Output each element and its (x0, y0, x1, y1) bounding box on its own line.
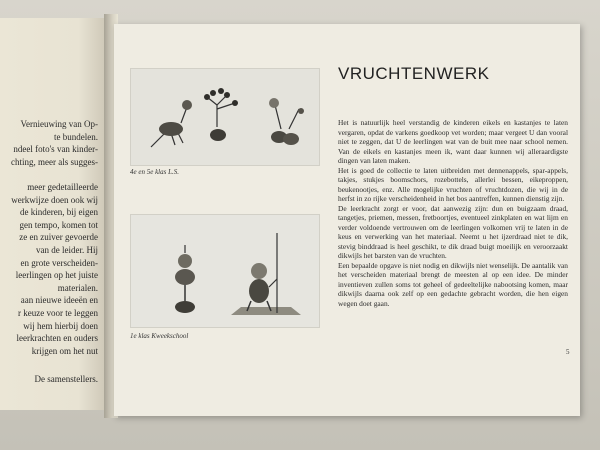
article-body (338, 118, 568, 308)
paragraph: Een bepaalde opgave is niet nodig en dikwijls niet wenselijk. De aantalik van het verscheiden materiaal brengt de meesten al op een idee. De minder inventieven zullen soms tot geheel of gedeeltelijke nabootsing komen, maar dikwijls daarna ook zelf op een gedachte gebracht worden, die hen eigen wegen doet gaan. (338, 260, 568, 308)
left-line: werkwijze doen ook wij (11, 194, 98, 205)
left-line: Vernieuwing van Op- (20, 119, 98, 129)
photo-fruit-figures-top (130, 68, 320, 166)
paragraph: Het is natuurlijk heel verstandig de kinderen eikels en kastanjes te laten vergaren, opdat de varkens goedkoop vet worden; maar vergeet U dan vooral niet te zeggen, dat U de leerlingen wat van de buit mee naar school nemen. Van de eikels en kastanjes meen ik, want daar kunnen wij alleraardigste dingen van laten maken. (338, 118, 568, 165)
left-line: de kinderen, bij eigen (20, 207, 98, 218)
signature: De samenstellers. (34, 374, 98, 384)
page-number: 5 (566, 348, 570, 356)
left-line: chting, meer als sugges- (11, 156, 98, 167)
left-line: materialen. (57, 282, 98, 293)
photo-fruit-figures-bottom (130, 214, 320, 328)
left-line: wij hem hierbij doen (23, 320, 98, 331)
photo-bottom-illustration (131, 215, 319, 327)
left-line: en grote verscheiden- (20, 257, 98, 268)
paragraph: De leerkracht zorgt er voor, dat aanwezig zijn: dun en buigzaam draad, tangetjes, priemen, messen, fretboortjes, eventueel zinkplaten en wat lijm en verder voldoende vertrouwen om de leerlingen volkomen vrij te laten in de keus en verwerking van het materiaal. Neemt u het ijzerdraad niet te dik, stevig binddraad is heel geschikt, te dik draad buigt moeilijk en veroorzaakt dikwijls het barsten van de vruchten. (338, 203, 568, 260)
left-line: ze en zuiver gevoerde (19, 232, 98, 243)
left-line: leerlingen op het juiste (15, 270, 98, 281)
left-line: ndeel foto's van kinder- (13, 144, 98, 155)
left-line: leerkrachten en ouders (16, 333, 98, 344)
left-line: meer gedetailleerde (27, 181, 98, 192)
photo-caption-top: 4e en 5e klas L.S. (130, 168, 179, 176)
left-line: van de leider. Hij (36, 244, 98, 255)
left-line (0, 168, 98, 181)
page-title: VRUCHTENWERK (338, 64, 490, 83)
left-line: gen tempo, komen tot (19, 219, 98, 230)
left-line: te bundelen. (54, 131, 98, 142)
photo-caption-bottom: 1e klas Kweekschool (130, 332, 189, 340)
left-line: aan nieuwe ideeën en (20, 295, 98, 306)
photo-top-illustration (131, 69, 319, 165)
paragraph: Het is goed de collectie te laten uitbreiden met dennenappels, spar-appels, takjes, stukjes boomschors, rozebottels, allerlei bessen, eikeproppen, beukenootjes, enz. Alle mogelijke vruchten of vruchtdozen, die wij in de herfst in zo rijke verscheidenheid in het bos aantreffen, kunnen dienstig zijn. (338, 165, 568, 203)
left-page (0, 18, 112, 410)
left-line: krijgen om het nut (31, 345, 98, 356)
left-line: r keuze voor te leggen (18, 307, 98, 318)
right-page (114, 24, 580, 416)
left-page-text (0, 118, 98, 357)
